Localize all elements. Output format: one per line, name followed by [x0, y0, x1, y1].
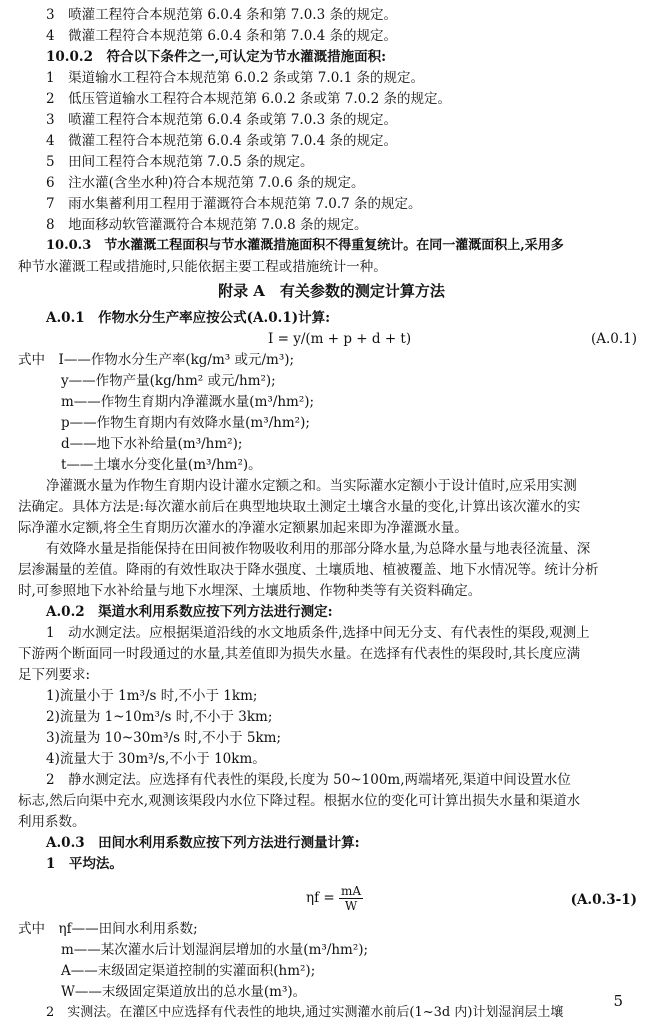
page-number: 5	[613, 992, 623, 1010]
condition-item: 2)流量为 1~10m³/s 时,不小于 3km;	[46, 709, 273, 725]
paragraph-line: 足下列要求:	[18, 667, 91, 683]
clause-heading: 10.0.3 节水灌溉工程面积与节水灌溉措施面积不得重复统计。在同一灌溉面积上,采用多	[46, 238, 564, 253]
text-line: 4 微灌工程符合本规范第 6.0.4 条和第 7.0.4 条的规定。	[46, 28, 397, 44]
paragraph-line: 1 动水测定法。应根据渠道沿线的水文地质条件,选择中间无分支、有代表性的渠段,观测上	[46, 625, 590, 641]
method-heading: 1 平均法。	[46, 856, 123, 872]
clause-heading: A.0.2 渠道水利用系数应按下列方法进行测定:	[46, 604, 333, 620]
equation-number: (A.0.1)	[590, 331, 637, 347]
symbol-definition: d——地下水补给量(m³/hm²);	[61, 436, 243, 452]
text-line: 1 渠道输水工程符合本规范第 6.0.2 条或第 7.0.1 条的规定。	[46, 70, 424, 86]
paragraph-line: 层渗漏量的差值。降雨的有效性取决于降水强度、土壤质地、植被覆盖、地下水情况等。统计分析	[18, 562, 599, 578]
paragraph-line: 时,可参照地下水补给量与地下水埋深、土壤质地、作物种类等有关资料确定。	[18, 583, 482, 599]
paragraph-line: 利用系数。	[18, 814, 86, 830]
clause-heading: A.0.3 田间水利用系数应按下列方法进行测量计算:	[46, 835, 360, 851]
symbol-definition: 式中 ηf——田间水利用系数;	[18, 921, 198, 937]
paragraph-line: 2 实测法。在灌区中应选择有代表性的地块,通过实测灌水前后(1~3d 内)计划湿润层土壤	[46, 1005, 564, 1020]
paragraph-line: 有效降水量是指能保持在田间被作物吸收利用的那部分降水量,为总降水量与地表径流量、深	[46, 541, 591, 557]
formula-a01: I = y/(m + p + d + t)	[268, 331, 412, 347]
text-line: 种节水灌溉工程或措施时,只能依据主要工程或措施统计一种。	[18, 259, 387, 275]
text-line: 8 地面移动软管灌溉符合本规范第 7.0.8 条的规定。	[46, 217, 368, 233]
condition-item: 3)流量为 10~30m³/s 时,不小于 5km;	[46, 730, 281, 746]
text-line: 2 低压管道输水工程符合本规范第 6.0.2 条或第 7.0.2 条的规定。	[46, 91, 451, 107]
symbol-definition: t——土壤水分变化量(m³/hm²)。	[61, 457, 262, 473]
paragraph-line: 净灌溉水量为作物生育期内设计灌水定额之和。当实际灌水定额小于设计值时,应采用实测	[46, 478, 577, 494]
text-line: 3 喷灌工程符合本规范第 6.0.4 条和第 7.0.3 条的规定。	[46, 7, 397, 23]
text-line: 7 雨水集蓄利用工程用于灌溉符合本规范第 7.0.7 条的规定。	[46, 196, 422, 212]
text-line: 5 田间工程符合本规范第 7.0.5 条的规定。	[46, 154, 314, 170]
symbol-definition: m——作物生育期内净灌溉水量(m³/hm²);	[61, 394, 315, 410]
paragraph-line: 标志,然后向渠中充水,观测该渠段内水位下降过程。根据水位的变化可计算出损失水量和渠道水	[18, 793, 581, 809]
clause-heading: 10.0.2 符合以下条件之一,可认定为节水灌溉措施面积:	[46, 49, 387, 65]
paragraph-line: 2 静水测定法。应选择有代表性的渠段,长度为 50~100m,两端堵死,渠道中间设置水位	[46, 772, 571, 788]
symbol-definition: 式中 I——作物水分生产率(kg/m³ 或元/m³);	[18, 352, 295, 368]
condition-item: 1)流量小于 1m³/s 时,不小于 1km;	[46, 688, 258, 704]
text-line: 3 喷灌工程符合本规范第 6.0.4 条或第 7.0.3 条的规定。	[46, 112, 397, 128]
appendix-title: 附录 A 有关参数的测定计算方法	[218, 282, 445, 300]
paragraph-line: 法确定。具体方法是:每次灌水前后在典型地块取土测定土壤含水量的变化,计算出该次灌水的实	[18, 499, 581, 515]
symbol-definition: W——末级固定渠道放出的总水量(m³)。	[61, 984, 307, 1000]
condition-item: 4)流量大于 30m³/s,不小于 10km。	[46, 751, 266, 767]
paragraph-line: 际净灌水定额,将全生育期历次灌水的净灌水定额累加起来即为净灌溉水量。	[18, 520, 468, 536]
paragraph-line: 下游两个断面同一时段通过的水量,其差值即为损失水量。在选择有代表性的渠段时,其长度应满	[18, 646, 581, 662]
formula-fraction	[339, 884, 363, 913]
formula-a03	[306, 884, 363, 913]
formula-numerator: mA	[340, 884, 362, 898]
formula-lhs: ηf =	[306, 890, 335, 906]
text-line: 6 注水灌(含坐水种)符合本规范第 7.0.6 条的规定。	[46, 175, 365, 191]
text-line: 4 微灌工程符合本规范第 6.0.4 条或第 7.0.4 条的规定。	[46, 133, 397, 149]
clause-heading: A.0.1 作物水分生产率应按公式(A.0.1)计算:	[46, 310, 331, 326]
formula-denominator: W	[344, 899, 358, 913]
symbol-definition: A——末级固定渠道控制的实灌面积(hm²);	[61, 963, 316, 979]
symbol-definition: y——作物产量(kg/hm² 或元/hm²);	[61, 373, 276, 389]
symbol-definition: m——某次灌水后计划湿润层增加的水量(m³/hm²);	[61, 942, 369, 958]
equation-number: (A.0.3-1)	[570, 892, 637, 908]
symbol-definition: p——作物生育期内有效降水量(m³/hm²);	[61, 415, 310, 431]
